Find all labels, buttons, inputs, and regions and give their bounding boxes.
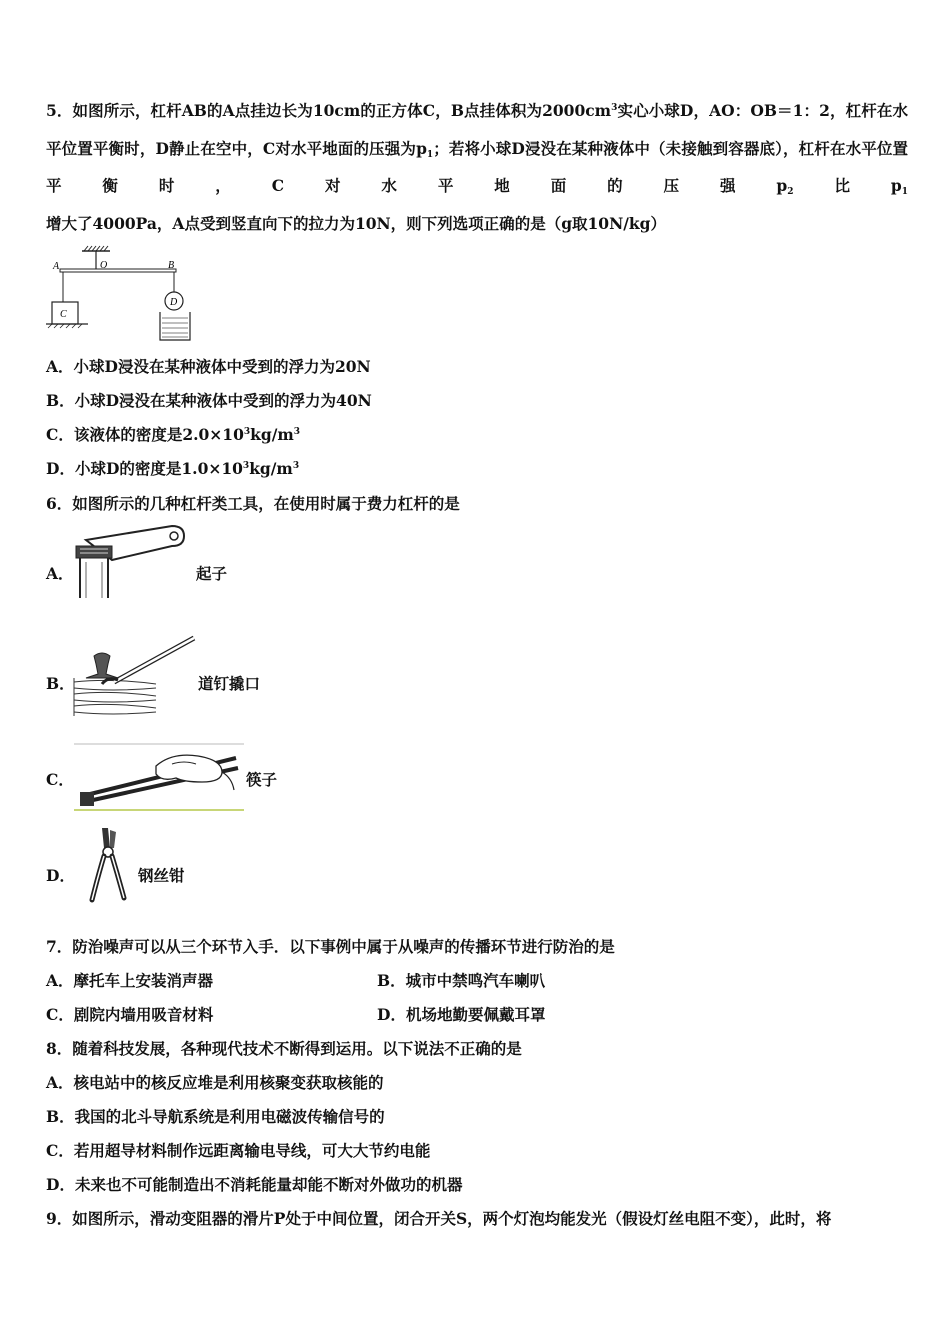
label-d: D [170, 297, 178, 308]
q9-stem: 9．如图所示，滑动变阻器的滑片P处于中间位置，闭合开关S，两个灯泡均能发光（假设灯丝电阻不变），此时，将 [46, 1209, 832, 1228]
q8-option-c: C．若用超导材料制作远距离输电导线，可大大节约电能 [46, 1141, 431, 1160]
q7-option-c: C．剧院内墙用吸音材料 [46, 1005, 214, 1024]
q5-option-d: D．小球D的密度是$1.0\times 10^3kg/m^3$ [46, 459, 300, 478]
bottle-opener-image [72, 522, 188, 600]
label-c: C [60, 309, 67, 320]
q6-stem: 6．如图所示的几种杠杆类工具，在使用时属于费力杠杆的是 [46, 494, 460, 513]
q5-stem: 5．如图所示，杠杆AB的A点挂边长为10cm的正方体C，B点挂体积为$2000cm^3$实心小球D，AO：OB＝1：2，杠杆在水平位置平衡时，D静止在空中，C对水平地面的压强为$p_1$；若将小球D浸没在某种液体中（未接触到容器底），杠杆在水平位置平衡时，C对水平地面的压强$p_2$比$p_1$增大了4000Pa，A点受到竖直向下的拉力为10N，则下列选项正确的是（g取10N/kg） [46, 101, 908, 233]
q6-option-c-letter: C． [46, 770, 74, 789]
lever-figure [46, 244, 236, 346]
q8-option-a: A．核电站中的核反应堆是利用核聚变获取核能的 [46, 1073, 384, 1092]
q7-option-d: D．机场地勤要佩戴耳罩 [377, 1005, 546, 1024]
q6-option-d-letter: D． [46, 866, 75, 885]
chopsticks-image [72, 742, 246, 814]
label-b: B [168, 260, 175, 271]
spike-crowbar-image [72, 630, 202, 718]
q6-option-b-label: 道钉撬口 [198, 674, 261, 693]
q6-option-d-label: 钢丝钳 [138, 866, 185, 885]
q7-stem: 7．防治噪声可以从三个环节入手．以下事例中属于从噪声的传播环节进行防治的是 [46, 937, 615, 956]
pliers-image [84, 826, 130, 904]
q6-option-c-label: 筷子 [246, 770, 278, 789]
label-o: O [100, 260, 108, 271]
q7-option-b: B．城市中禁鸣汽车喇叭 [377, 971, 546, 990]
q8-option-d: D．未来也不可能制造出不消耗能量却能不断对外做功的机器 [46, 1175, 463, 1194]
q6-option-a-letter: A． [46, 564, 74, 583]
label-a: A [53, 261, 60, 272]
q5-option-a: A．小球D浸没在某种液体中受到的浮力为20N [46, 357, 371, 376]
q5-option-b: B．小球D浸没在某种液体中受到的浮力为40N [46, 391, 372, 410]
q6-option-a-label: 起子 [196, 564, 228, 583]
q7-option-a: A．摩托车上安装消声器 [46, 971, 214, 990]
q8-stem: 8．随着科技发展，各种现代技术不断得到运用。以下说法不正确的是 [46, 1039, 522, 1058]
q6-option-b-letter: B． [46, 674, 75, 693]
q5-option-c: C．该液体的密度是$2.0\times 10^3kg/m^3$ [46, 425, 301, 444]
q8-option-b: B．我国的北斗导航系统是利用电磁波传输信号的 [46, 1107, 385, 1126]
